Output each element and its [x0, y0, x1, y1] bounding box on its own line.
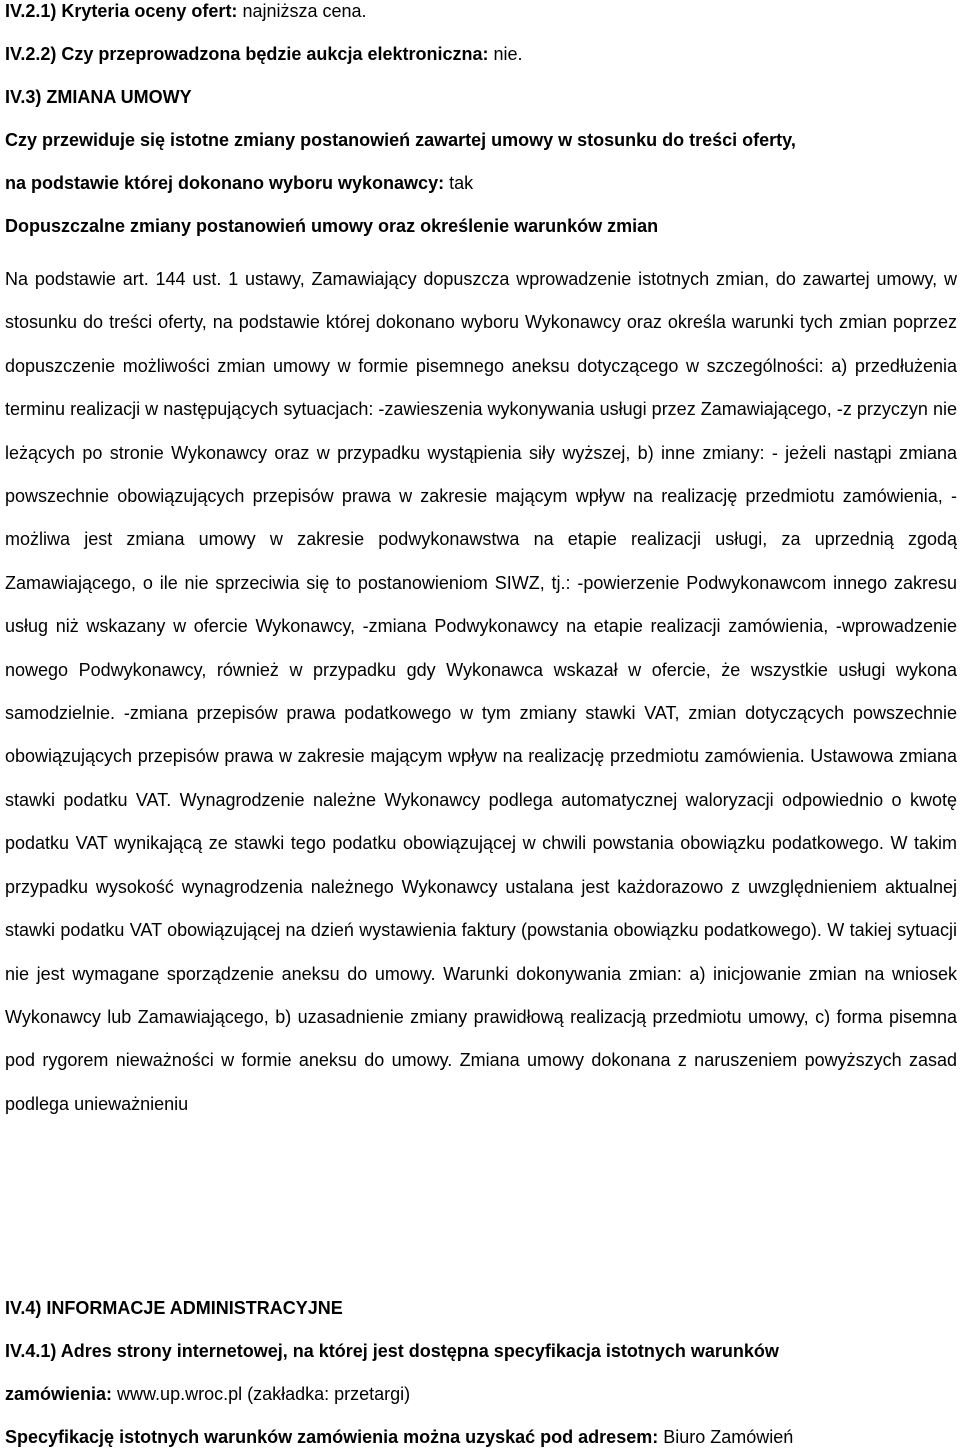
- zmiany-paragraph: Na podstawie art. 144 ust. 1 ustawy, Zamawiający dopuszcza wprowadzenie istotnych zmian, do zawartej umowy, w stosunku do treści oferty, na podstawie której dokonano wyboru Wykonawcy oraz określa warunki tych zmian poprzez dopuszczenie możliwości zmian umowy w formie pisemnego aneksu dotyczącego w szczególności: a) przedłużenia terminu realizacji w następujących sytuacjach: -zawieszenia wykonywania usługi przez Zamawiającego, -z przyczyn nie leżących po stronie Wykonawcy oraz w przypadku wystąpienia siły wyższej, b) inne zmiany: - jeżeli nastąpi zmiana powszechnie obowiązujących przepisów prawa w zakresie mającym wpływ na realizację przedmiotu zamówienia, - możliwa jest zmiana umowy w zakresie podwykonawstwa na etapie realizacji usługi, za uprzednią zgodą Zamawiającego, o ile nie sprzeciwia się to postanowieniom SIWZ, tj.: -powierzenie Podwykonawcom innego zakresu usług niż wskazany w ofercie Wykonawcy, -zmiana Podwykonawcy na etapie realizacji zamówienia, -wprowadzenie nowego Podwykonawcy, również w przypadku gdy Wykonawca wskazał w ofercie, że wszystkie usługi wykona samodzielnie. -zmiana przepisów prawa podatkowego w tym zmiany stawki VAT, zmian dotyczących powszechnie obowiązujących przepisów prawa w zakresie mającym wpływ na realizację przedmiotu zamówienia. Ustawowa zmiana stawki podatku VAT. Wynagrodzenie należne Wykonawcy podlega automatycznej waloryzacji odpowiednio o kwotę podatku VAT wynikającą ze stawki tego podatku obowiązującej w chwili powstania obowiązku podatkowego. W takim przypadku wysokość wynagrodzenia należnego Wykonawcy ustalana jest każdorazowo z uwzględnieniem aktualnej stawki podatku VAT obowiązującej na dzień wystawienia faktury (powstania obowiązku podatkowego). W takiej sytuacji nie jest wymagane sporządzenie aneksu do umowy. Warunki dokonywania zmian: a) inicjowanie zmian na wniosek Wykonawcy lub Zamawiającego, b) uzasadnienie zmiany prawidłową realizacją przedmiotu umowy, c) forma pisemna pod rygorem nieważności w formie aneksu do umowy. Zmiana umowy dokonana z naruszeniem powyższych zasad podlega unieważnieniu: [5, 269, 957, 1114]
- przewiduje-value: tak: [449, 173, 474, 193]
- adres-value: www.up.wroc.pl (zakładka: przetargi): [117, 1384, 411, 1404]
- kryteria-label: IV.2.1) Kryteria oceny ofert:: [5, 1, 238, 21]
- specyfikacja-label: Specyfikację istotnych warunków zamówienia można uzyskać pod adresem:: [5, 1427, 659, 1447]
- aukcja-label: IV.2.2) Czy przeprowadzona będzie aukcja elektroniczna:: [5, 44, 489, 64]
- dopuszczalne-heading: Dopuszczalne zmiany postanowień umowy oraz określenie warunków zmian: [5, 216, 659, 236]
- kryteria-line: [5, 0, 367, 22]
- aukcja-value: nie.: [493, 44, 523, 64]
- specyfikacja-line: [5, 1426, 793, 1448]
- aukcja-line: [5, 43, 523, 65]
- przewiduje-line-1: Czy przewiduje się istotne zmiany postanowień zawartej umowy w stosunku do treści oferty,: [5, 130, 796, 150]
- zmiana-umowy-heading: IV.3) ZMIANA UMOWY: [5, 87, 192, 107]
- adres-label: zamówienia:: [5, 1384, 113, 1404]
- admin-heading: IV.4) INFORMACJE ADMINISTRACYJNE: [5, 1298, 343, 1318]
- przewiduje-line-2: [5, 172, 473, 194]
- adres-line-2: [5, 1383, 410, 1405]
- kryteria-value: najniższa cena.: [242, 1, 367, 21]
- adres-line-1: IV.4.1) Adres strony internetowej, na której jest dostępna specyfikacja istotnych warunków: [5, 1341, 779, 1361]
- specyfikacja-value: Biuro Zamówień: [663, 1427, 794, 1447]
- przewiduje-label: na podstawie której dokonano wyboru wykonawcy:: [5, 173, 445, 193]
